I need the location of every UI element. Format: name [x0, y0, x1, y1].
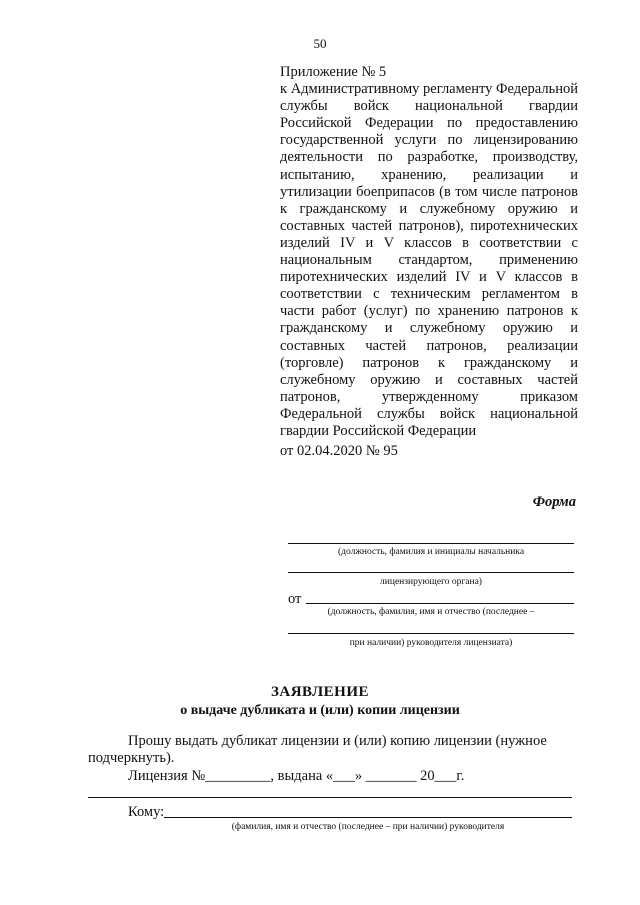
separator-line	[88, 797, 572, 798]
document-title: ЗАЯВЛЕНИЕ	[270, 684, 370, 700]
document-subtitle: о выдаче дубликата и (или) копии лицензии	[180, 703, 460, 718]
appendix-heading: Приложение № 5	[280, 64, 387, 80]
addressee-caption-4: при наличии) руководителя лицензиата)	[349, 638, 513, 648]
addressee-caption-1: (должность, фамилия и инициалы начальника	[337, 547, 525, 557]
to-line	[164, 817, 572, 818]
request-line-1: Прошу выдать дубликат лицензии и (или) копию лицензии (нужное	[128, 733, 547, 749]
addressee-line-1	[288, 543, 574, 544]
appendix-order: от 02.04.2020 № 95	[280, 443, 398, 460]
addressee-caption-2: лицензирующего органа)	[380, 577, 482, 587]
request-line-2: подчеркнуть).	[88, 750, 175, 766]
addressee-line-2	[288, 572, 574, 573]
to-label: Кому:	[128, 804, 165, 820]
appendix-body: к Административному регламенту Федеральной службы войск национальной гвардии Российской Федерации по предоставлению государственной услуги по лицензированию деятельности по разработке, производству, испытанию, хранению, реализации и утилизации боеприпасов (в том числе патронов к гражданскому и служебному оружию и составных частей патронов), пиротехнических изделий IV и V классов в соответствии с национальным стандартом, применению пиротехнических изделий IV и V классов в соответствии с техническим регламентом в части работ (услуг) по хранению патронов к гражданскому и служебному оружию и составных частей патронов, реализации (торговле) патронов к гражданскому и служебному оружию и составных частей патронов, утвержденному приказом Федеральной службы войск национальной гвардии Российской Федерации	[280, 81, 578, 439]
appendix-block	[280, 64, 578, 460]
addressee-caption-3: (должность, фамилия, имя и отчество (последнее –	[327, 607, 535, 617]
addressee-line-4	[288, 633, 574, 634]
from-label: от	[288, 591, 302, 607]
license-line: Лицензия №_________, выдана «___» _______ 20___г.	[128, 768, 465, 784]
forma-label: Форма	[532, 494, 576, 510]
page-number: 50	[313, 36, 327, 51]
addressee-line-3	[306, 603, 574, 604]
to-caption: (фамилия, имя и отчество (последнее – при наличии) руководителя	[231, 822, 505, 832]
